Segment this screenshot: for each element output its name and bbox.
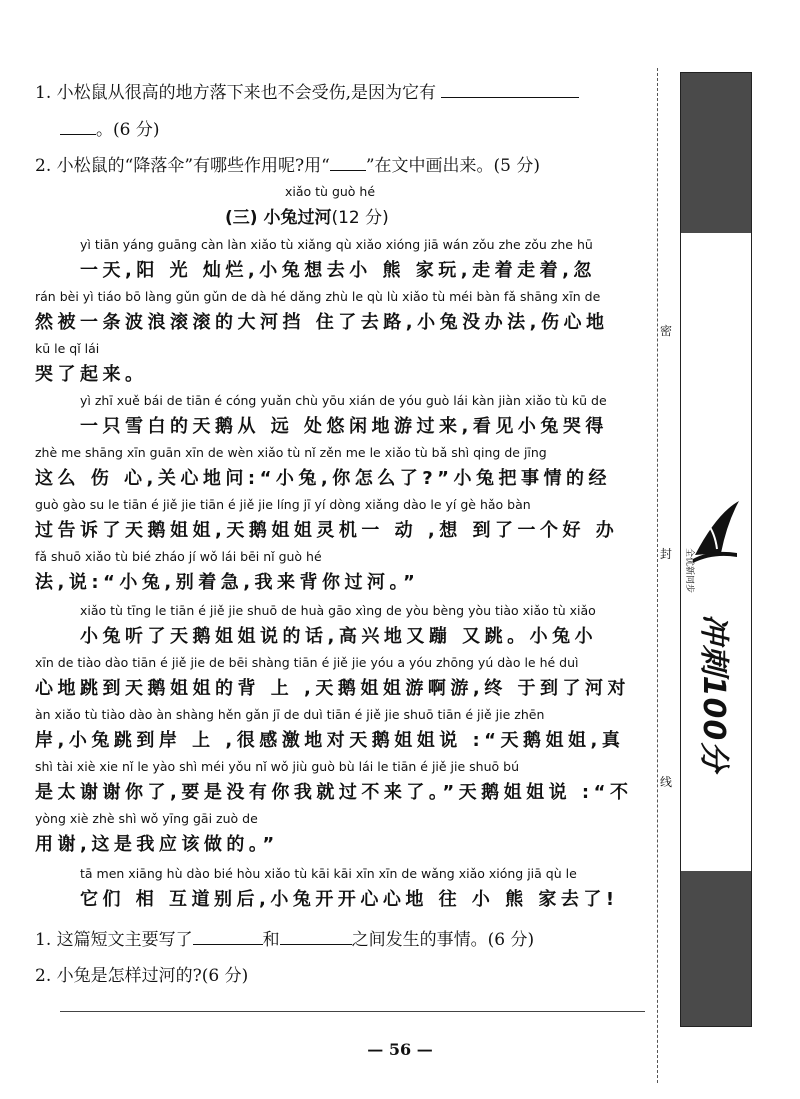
- question-text-c: 之间发生的事情。(6 分): [351, 930, 535, 950]
- question-1-top: [35, 78, 579, 103]
- title-pinyin: xiǎo tù guò hé: [285, 184, 376, 199]
- story-pinyin-line: àn xiǎo tù tiào dào àn shàng hěn gǎn jī de duì tiān é jiě jie shuō tiān é jiě jie zhēn: [35, 707, 545, 722]
- question-text-a: 小松鼠的“降落伞”有哪些作用呢?用“: [56, 156, 330, 176]
- story-pinyin-line: tā men xiāng hù dào bié hòu xiǎo tù kāi kāi xīn xīn de wǎng xiǎo xióng jiā qù le: [80, 866, 577, 881]
- story-text-line: 法,说:“小兔,别着急,我来背你过河。”: [35, 572, 420, 593]
- story-text-line: 过告诉了天鹅姐姐,天鹅姐姐灵机一 动 ,想 到了一个好 办: [35, 520, 619, 541]
- page-number: — 56 —: [367, 1040, 433, 1059]
- brand-wrap: [681, 593, 752, 793]
- answer-blank[interactable]: [280, 927, 352, 945]
- brand-title: 冲刺100分: [696, 613, 731, 773]
- underline-sample: [330, 153, 366, 171]
- story-pinyin-line: rán bèi yì tiáo bō làng gǔn gǔn de dà hé dǎng zhù le qù lù xiǎo tù méi bàn fǎ shāng xīn de: [35, 289, 601, 304]
- story-pinyin-line: guò gào su le tiān é jiě jie tiān é jiě jie líng jī yí dòng xiǎng dào le yí gè hǎo bàn: [35, 497, 531, 512]
- seal-mark: 封: [660, 547, 673, 561]
- sidebar: [680, 72, 752, 1027]
- fold-line: [657, 68, 658, 1083]
- question-text-a: 这篇短文主要写了: [56, 930, 193, 950]
- story-text-line: 它们 相 互道别后,小兔开开心心地 往 小 熊 家去了!: [80, 889, 619, 910]
- question-text: 小兔是怎样过河的?(6 分): [56, 966, 249, 986]
- story-text-line: 然被一条波浪滚滚的大河挡 住了去路,小兔没办法,伤心地: [35, 312, 609, 333]
- question-text-b: 和: [262, 930, 280, 950]
- answer-blank[interactable]: [193, 927, 263, 945]
- story-pinyin-line: xīn de tiào dào tiān é jiě jie de bēi shàng tiān é jiě jie yóu a yóu zhōng yú dào le hé duì: [35, 655, 579, 670]
- answer-line[interactable]: [60, 1011, 645, 1012]
- question-1-bottom: [35, 925, 534, 950]
- story-pinyin-line: fǎ shuō xiǎo tù bié zháo jí wǒ lái bēi nǐ guò hé: [35, 549, 322, 564]
- story-text-line: 这么 伤 心,关心地问:“小兔,你怎么了?”小兔把事情的经: [35, 468, 612, 489]
- story-text-line: 是太谢谢你了,要是没有你我就过不来了。”天鹅姐姐说 :“不: [35, 782, 633, 803]
- question-number: 1.: [35, 83, 52, 103]
- story-text-line: 岸,小兔跳到岸 上 ,很感激地对天鹅姐姐说 :“天鹅姐姐,真: [35, 730, 625, 751]
- seal-mark: 线: [660, 775, 673, 789]
- story-text-line: 一只雪白的天鹅从 远 处悠闲地游过来,看见小兔哭得: [80, 416, 608, 437]
- question-end: 。(6 分): [96, 120, 160, 140]
- question-2-top: [35, 151, 540, 176]
- story-pinyin-line: zhè me shāng xīn guān xīn de wèn xiǎo tù nǐ zěn me le xiǎo tù bǎ shì qing de jīng: [35, 445, 547, 460]
- story-text-line: 心地跳到天鹅姐姐的背 上 ,天鹅姐姐游啊游,终 于到了河对: [35, 678, 630, 699]
- title-number: (三): [225, 208, 258, 228]
- section-title: [225, 203, 389, 228]
- story-pinyin-line: yì tiān yáng guāng càn làn xiǎo tù xiǎng qù xiǎo xióng jiā wán zǒu zhe zǒu zhe hū: [80, 237, 593, 252]
- title-text: 小兔过河: [263, 208, 332, 228]
- question-1-top-cont: [60, 115, 159, 140]
- story-text-line: 用谢,这是我应该做的。”: [35, 834, 279, 855]
- seal-mark: 密: [660, 324, 673, 338]
- question-text: 小松鼠从很高的地方落下来也不会受伤,是因为它有: [56, 83, 437, 103]
- story-pinyin-line: yòng xiè zhè shì wǒ yīng gāi zuò de: [35, 811, 258, 826]
- question-text-b: ”在文中画出来。(5 分): [365, 156, 541, 176]
- story-text-line: 一天,阳 光 灿烂,小兔想去小 熊 家玩,走着走着,忽: [80, 260, 596, 281]
- question-number: 2.: [35, 156, 52, 176]
- story-pinyin-line: kū le qǐ lái: [35, 341, 100, 356]
- answer-blank[interactable]: [441, 80, 579, 98]
- question-number: 2.: [35, 966, 52, 986]
- answer-blank[interactable]: [60, 117, 96, 135]
- sidebar-dark-bottom: [681, 871, 751, 1026]
- story-pinyin-line: yì zhī xuě bái de tiān é cóng yuǎn chù yōu xián de yóu guò lái kàn jiàn xiǎo tù kū de: [80, 393, 607, 408]
- title-score: (12 分): [331, 208, 389, 228]
- logo-text: 全优新同步: [684, 548, 694, 594]
- story-pinyin-line: shì tài xiè xie nǐ le yào shì méi yǒu nǐ wǒ jiù guò bù lái le tiān é jiě jie shuō bú: [35, 759, 520, 774]
- story-text-line: 哭了起来。: [35, 364, 148, 385]
- sidebar-dark-top: [681, 73, 751, 233]
- story-text-line: 小兔听了天鹅姐姐说的话,高兴地又蹦 又跳。小兔小: [80, 626, 598, 647]
- question-2-bottom: [35, 961, 248, 986]
- story-pinyin-line: xiǎo tù tīng le tiān é jiě jie shuō de huà gāo xìng de yòu bèng yòu tiào xiǎo tù xiǎo: [80, 603, 596, 618]
- question-number: 1.: [35, 930, 52, 950]
